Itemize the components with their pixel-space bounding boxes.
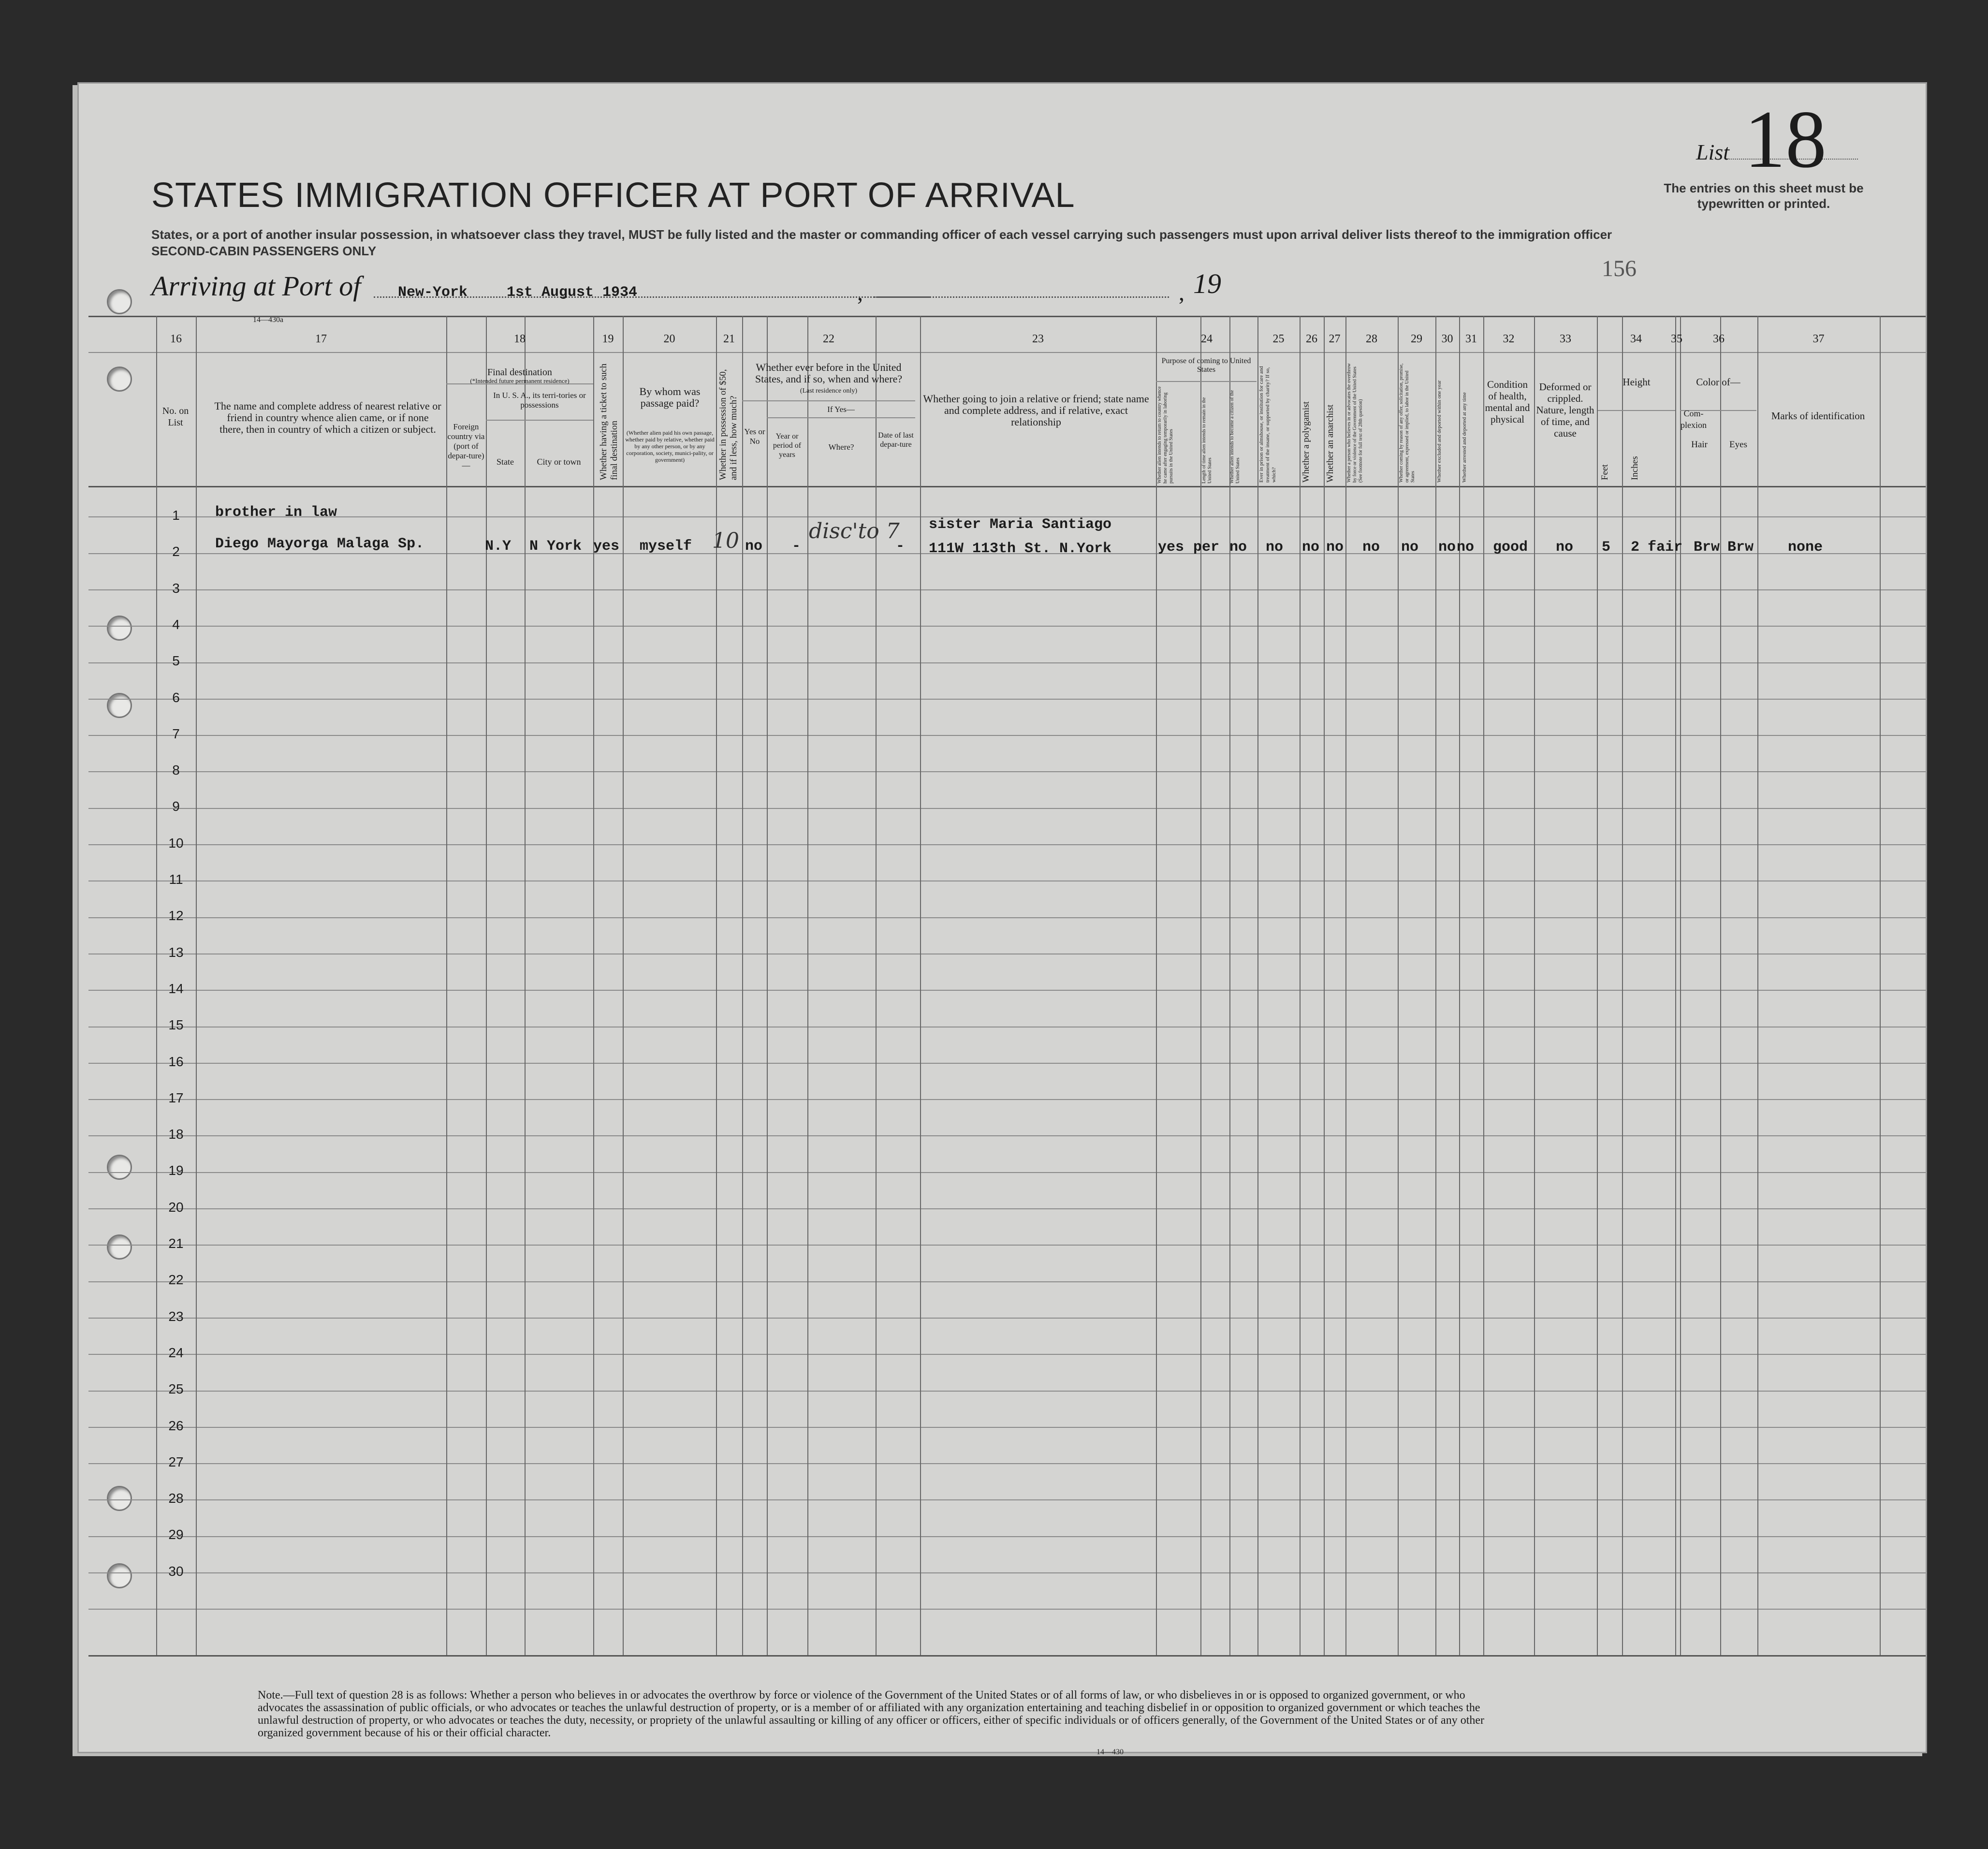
header-purpose-length: Length of time alien intends to remain in the United States bbox=[1201, 397, 1213, 484]
arriving-date: 1st August 1934 bbox=[507, 284, 638, 301]
column-number: 36 bbox=[1713, 333, 1725, 345]
entry-before-where: disc'to 7 bbox=[809, 519, 900, 543]
row-rule bbox=[88, 917, 1926, 918]
column-rule bbox=[807, 316, 808, 1655]
entry-excluded: no bbox=[1438, 539, 1456, 556]
entry-prison: no bbox=[1266, 539, 1284, 556]
row-number: 29 bbox=[168, 1527, 184, 1542]
column-rule bbox=[1257, 316, 1258, 1655]
header-overthrow: Whether a person who believes in or advocates the overthrow by force or violence of the Government of the United States (See footnote for full text of 28th question) bbox=[1346, 363, 1363, 483]
year-prefix: 19 bbox=[1193, 268, 1221, 299]
page-subtitle bbox=[151, 226, 1674, 259]
header-where: Where? bbox=[828, 442, 854, 452]
column-number: 26 bbox=[1306, 333, 1317, 345]
punch-hole bbox=[107, 1234, 132, 1260]
entry-citizen: no bbox=[1229, 539, 1247, 556]
entry-relation: brother in law bbox=[215, 504, 337, 521]
column-number-rule bbox=[88, 352, 1926, 353]
header-offer: Whether coming by reason of any offer, solicitation, promise, or agreement, expressed or implied, to labor in the United States bbox=[1399, 363, 1416, 483]
header-hair: Hair bbox=[1691, 440, 1708, 450]
header-health: Condition of health, mental and physical bbox=[1485, 379, 1530, 425]
table-top-rule bbox=[88, 316, 1926, 317]
column-rule bbox=[1483, 316, 1484, 1655]
entry-offer: no bbox=[1401, 539, 1419, 556]
column-number: 18 bbox=[514, 333, 526, 345]
header-prison: Ever in prison or almshouse, or institution for care and treatment of the insane, or supported by charity? If so, which? bbox=[1258, 366, 1277, 483]
entry-polygamist: no bbox=[1302, 539, 1320, 556]
column-number: 24 bbox=[1201, 333, 1213, 345]
row-rule bbox=[88, 1099, 1926, 1100]
subheader-rule bbox=[767, 417, 915, 418]
header-money: Whether in possession of $50, and if less, how much? bbox=[718, 369, 739, 480]
row-rule bbox=[88, 735, 1926, 736]
entry-before-date: - bbox=[896, 538, 905, 555]
subtitle-line: States, or a port of another insular possession, in whatsoever class they travel, MUST be fully listed and the master or commanding officer of each vessel carrying such passengers must upon arrival deliver lists thereof to the immigration officer bbox=[151, 227, 1612, 242]
header-complexion: Com-plexion bbox=[1681, 409, 1707, 430]
header-join-relative: Whether going to join a relative or friend; state name and complete address, and if relative, exact relationship bbox=[923, 393, 1149, 428]
row-number: 3 bbox=[172, 580, 180, 596]
row-number: 5 bbox=[172, 653, 180, 669]
header-passage-paid-note: (Whether alien paid his own passage, whether paid by relative, whether paid by any other person, or by any corporation, society, munici-pality, or government) bbox=[625, 429, 715, 463]
header-marks: Marks of identification bbox=[1771, 410, 1865, 422]
entry-inches: 2 bbox=[1631, 539, 1640, 556]
row-rule bbox=[88, 1208, 1926, 1209]
row-rule bbox=[88, 1172, 1926, 1173]
row-number: 16 bbox=[168, 1054, 184, 1069]
entry-before-year: - bbox=[792, 538, 801, 555]
column-number: 27 bbox=[1329, 333, 1341, 345]
row-rule bbox=[88, 662, 1926, 663]
column-rule bbox=[1534, 316, 1535, 1655]
row-number: 10 bbox=[168, 835, 184, 851]
table-bottom-rule bbox=[88, 1655, 1926, 1657]
entry-complexion: fair bbox=[1648, 539, 1683, 556]
column-number: 35 bbox=[1671, 333, 1682, 345]
manifest-sheet bbox=[77, 82, 1927, 1756]
punch-hole bbox=[107, 693, 132, 718]
column-rule bbox=[876, 316, 877, 1655]
header-polygamist: Whether a polygamist bbox=[1301, 401, 1311, 483]
header-deported: Whether arrested and deported at any time bbox=[1462, 392, 1467, 483]
column-number: 22 bbox=[823, 333, 834, 345]
header-city: City or town bbox=[537, 457, 581, 467]
column-rule bbox=[1622, 316, 1623, 1655]
row-rule bbox=[88, 1245, 1926, 1246]
row-number: 15 bbox=[168, 1017, 184, 1033]
column-rule bbox=[1435, 316, 1436, 1655]
header-ticket: Whether having a ticket to such final destination bbox=[599, 363, 619, 480]
entry-overthrow: no bbox=[1362, 539, 1380, 556]
column-rule bbox=[1720, 316, 1721, 1655]
entry-before-yesno: no bbox=[745, 538, 763, 555]
row-rule bbox=[88, 1572, 1926, 1573]
column-number: 28 bbox=[1366, 333, 1377, 345]
entry-ticket: yes bbox=[593, 538, 620, 555]
row-number: 11 bbox=[169, 872, 183, 887]
header-feet: Feet bbox=[1600, 464, 1610, 480]
header-year-period: Year or period of years bbox=[773, 432, 802, 459]
punch-hole bbox=[107, 289, 132, 314]
list-label: List bbox=[1696, 140, 1730, 164]
column-rule bbox=[623, 316, 624, 1655]
column-rule bbox=[1597, 316, 1598, 1655]
header-color: Color of— bbox=[1696, 376, 1740, 388]
comma: , bbox=[1179, 280, 1184, 306]
column-number: 17 bbox=[315, 333, 327, 345]
column-rule bbox=[525, 316, 526, 1655]
punch-hole bbox=[107, 1563, 132, 1588]
page-number: 156 bbox=[1602, 256, 1637, 281]
header-eyes: Eyes bbox=[1729, 440, 1747, 450]
form-code: 14—430a bbox=[253, 316, 284, 324]
column-rule bbox=[1675, 316, 1676, 1655]
punch-hole bbox=[107, 367, 132, 392]
row-rule bbox=[88, 589, 1926, 590]
row-number: 13 bbox=[168, 944, 184, 960]
subheader-rule bbox=[486, 420, 593, 421]
list-number: 18 bbox=[1744, 94, 1827, 185]
column-rule bbox=[1398, 316, 1399, 1655]
row-number: 21 bbox=[168, 1236, 184, 1251]
row-number: 17 bbox=[168, 1090, 184, 1105]
punch-hole bbox=[107, 616, 132, 641]
column-rule bbox=[742, 316, 743, 1655]
column-number: 31 bbox=[1465, 333, 1477, 345]
entry-length: per bbox=[1193, 539, 1220, 556]
punch-hole bbox=[107, 1155, 132, 1180]
header-purpose-return: Whether alien intends to return to country whence he came after engaging temporarily in laboring pursuits in the United States bbox=[1157, 386, 1174, 484]
punch-hole bbox=[107, 1486, 132, 1511]
column-rule bbox=[593, 316, 594, 1655]
header-bottom-rule bbox=[88, 486, 1926, 487]
column-number: 19 bbox=[602, 333, 614, 345]
column-number: 32 bbox=[1503, 333, 1515, 345]
form-number: 14—430 bbox=[1096, 1748, 1124, 1756]
column-rule bbox=[716, 316, 717, 1655]
arriving-dotted-line bbox=[874, 296, 1169, 298]
subheader-rule bbox=[1156, 381, 1257, 382]
header-purpose-citizen: Whether alien intends to become a citizen of the United States bbox=[1229, 390, 1241, 484]
row-rule bbox=[88, 1463, 1926, 1464]
entry-anarchist: no bbox=[1326, 539, 1344, 556]
comma: , bbox=[857, 280, 863, 306]
column-rule bbox=[1680, 316, 1681, 1655]
column-rule bbox=[196, 316, 197, 1655]
header-purpose: Purpose of coming to United States bbox=[1161, 357, 1251, 374]
row-number: 2 bbox=[172, 544, 180, 559]
entry-hair: Brw bbox=[1694, 539, 1720, 556]
column-number: 16 bbox=[170, 333, 182, 345]
arriving-label: Arriving at Port of bbox=[151, 270, 361, 302]
row-number: 1 bbox=[172, 508, 180, 523]
column-rule bbox=[446, 316, 447, 1655]
page-title: STATES IMMIGRATION OFFICER AT PORT OF ARRIVAL bbox=[151, 176, 1075, 215]
row-rule bbox=[88, 1281, 1926, 1282]
column-rule bbox=[920, 316, 921, 1655]
column-rule bbox=[1757, 316, 1758, 1655]
column-number: 21 bbox=[723, 333, 735, 345]
subtitle-class: SECOND-CABIN PASSENGERS ONLY bbox=[151, 244, 377, 258]
header-ever-before-note: (Last residence only) bbox=[800, 387, 858, 395]
row-rule bbox=[88, 1318, 1926, 1319]
row-number: 12 bbox=[168, 908, 184, 924]
header-if-yes: If Yes— bbox=[827, 405, 855, 414]
column-number: 37 bbox=[1813, 333, 1825, 345]
column-number: 30 bbox=[1441, 333, 1453, 345]
row-number: 27 bbox=[168, 1454, 184, 1469]
entry-join-address: 111W 113th St. N.York bbox=[929, 541, 1112, 557]
row-number: 23 bbox=[168, 1308, 184, 1324]
row-rule bbox=[88, 1063, 1926, 1064]
row-number: 25 bbox=[168, 1381, 184, 1397]
row-rule bbox=[88, 1499, 1926, 1500]
row-number: 20 bbox=[168, 1199, 184, 1215]
column-rule bbox=[486, 316, 487, 1655]
row-number: 30 bbox=[168, 1563, 184, 1579]
row-rule bbox=[88, 880, 1926, 881]
row-rule bbox=[88, 1135, 1926, 1136]
column-number: 25 bbox=[1272, 333, 1285, 345]
header-date-departure: Date of last depar-ture bbox=[878, 431, 914, 449]
entry-join-name: sister Maria Santiago bbox=[929, 516, 1112, 533]
row-rule bbox=[88, 1609, 1926, 1610]
row-number: 8 bbox=[172, 763, 180, 778]
row-rule bbox=[88, 1536, 1926, 1537]
header-in-usa: In U. S. A., its terri-tories or possessions bbox=[493, 391, 586, 410]
column-number: 33 bbox=[1560, 333, 1571, 345]
column-rule bbox=[1156, 316, 1157, 1655]
header-ever-before: Whether ever before in the United States, and if so, when and where? bbox=[755, 361, 903, 385]
footnote-question-28: Note.—Full text of question 28 is as follows: Whether a person who believes in or advocates the overthrow by force or violence of the Government of the United States or of all forms of law, or who disbelieves in or is opposed to organized government, or who advocates the assassination of public officials, or who advocates or teaches the unlawful destruction of property, or is a member of or affiliated with any organization entertaining and teaching disbelief in or opposition to organized government or which teaches the unlawful destruction of property, or who advocates or teaches the duty, necessity, or propriety of the unlawful assaulting or killing of any officer or officers, either of specific individuals or of officers generally, of the Government of the United States or of any other organized government because of his or their official character. bbox=[258, 1689, 1485, 1739]
column-rule bbox=[1300, 316, 1301, 1655]
entry-feet: 5 bbox=[1602, 539, 1611, 556]
row-number: 4 bbox=[172, 616, 180, 632]
column-rule bbox=[767, 316, 768, 1655]
column-rule bbox=[1229, 316, 1230, 1655]
subheader-rule bbox=[1598, 410, 1675, 411]
entry-eyes: Brw bbox=[1727, 539, 1754, 556]
column-number: 23 bbox=[1032, 333, 1044, 345]
entries-note: The entries on this sheet must be typewritten or printed. bbox=[1664, 181, 1864, 211]
entry-city: N York bbox=[529, 538, 582, 555]
arriving-port: New-York bbox=[398, 284, 468, 301]
column-rule bbox=[1345, 316, 1346, 1655]
header-passage-paid: By whom was passage paid? bbox=[639, 385, 701, 409]
entry-deported: no bbox=[1457, 539, 1475, 556]
entry-health: good bbox=[1493, 539, 1528, 556]
header-height: Height bbox=[1623, 376, 1651, 388]
header-no-on-list: No. on List bbox=[162, 406, 189, 428]
entry-deformed: no bbox=[1556, 539, 1574, 556]
row-number: 19 bbox=[168, 1163, 184, 1178]
entry-marks: none bbox=[1788, 539, 1823, 556]
column-number: 29 bbox=[1411, 333, 1422, 345]
header-deformed: Deformed or crippled. Nature, length of time, and cause bbox=[1536, 381, 1594, 439]
header-foreign-country: Foreign country via (port of depar-ture)— bbox=[447, 422, 485, 470]
entry-paid-by: myself bbox=[640, 538, 692, 555]
column-rule bbox=[1200, 316, 1201, 1655]
entry-nearest-relative: Diego Mayorga Malaga Sp. bbox=[215, 536, 424, 552]
row-rule bbox=[88, 1391, 1926, 1392]
row-rule bbox=[88, 771, 1926, 772]
column-rule bbox=[1459, 316, 1460, 1655]
header-yes-no: Yes or No bbox=[744, 427, 765, 446]
row-number: 24 bbox=[168, 1345, 184, 1360]
row-number: 26 bbox=[168, 1418, 184, 1433]
row-number: 7 bbox=[172, 726, 180, 741]
row-rule bbox=[88, 990, 1926, 991]
row-rule bbox=[88, 1354, 1926, 1355]
row-rule bbox=[88, 626, 1926, 627]
row-number: 6 bbox=[172, 690, 180, 705]
entry-money: 10 bbox=[712, 528, 739, 553]
subheader-rule bbox=[742, 400, 915, 401]
column-rule bbox=[1324, 316, 1325, 1655]
row-number: 18 bbox=[168, 1127, 184, 1142]
header-final-destination-note: (*Intended future permanent residence) bbox=[470, 377, 570, 384]
row-rule bbox=[88, 699, 1926, 700]
row-rule bbox=[88, 844, 1926, 845]
column-number: 20 bbox=[663, 333, 675, 345]
header-excluded: Whether excluded and deported within one year bbox=[1436, 380, 1442, 483]
entry-state: N.Y bbox=[485, 538, 512, 555]
header-state: State bbox=[497, 457, 514, 467]
row-number: 22 bbox=[168, 1272, 184, 1288]
column-rule bbox=[1880, 316, 1881, 1655]
header-final-destination: Final destination bbox=[487, 367, 552, 378]
header-anarchist: Whether an anarchist bbox=[1325, 404, 1335, 483]
header-nearest-relative: The name and complete address of nearest relative or friend in country whence alien came, or if none there, then in country of which a citizen or subject. bbox=[214, 400, 441, 435]
entry-return: yes bbox=[1158, 539, 1184, 556]
row-number: 9 bbox=[172, 799, 180, 814]
row-rule bbox=[88, 808, 1926, 809]
header-inches: Inches bbox=[1630, 456, 1640, 480]
row-number: 14 bbox=[168, 981, 184, 996]
row-rule bbox=[88, 1427, 1926, 1428]
column-number: 34 bbox=[1630, 333, 1642, 345]
row-number: 28 bbox=[168, 1491, 184, 1506]
